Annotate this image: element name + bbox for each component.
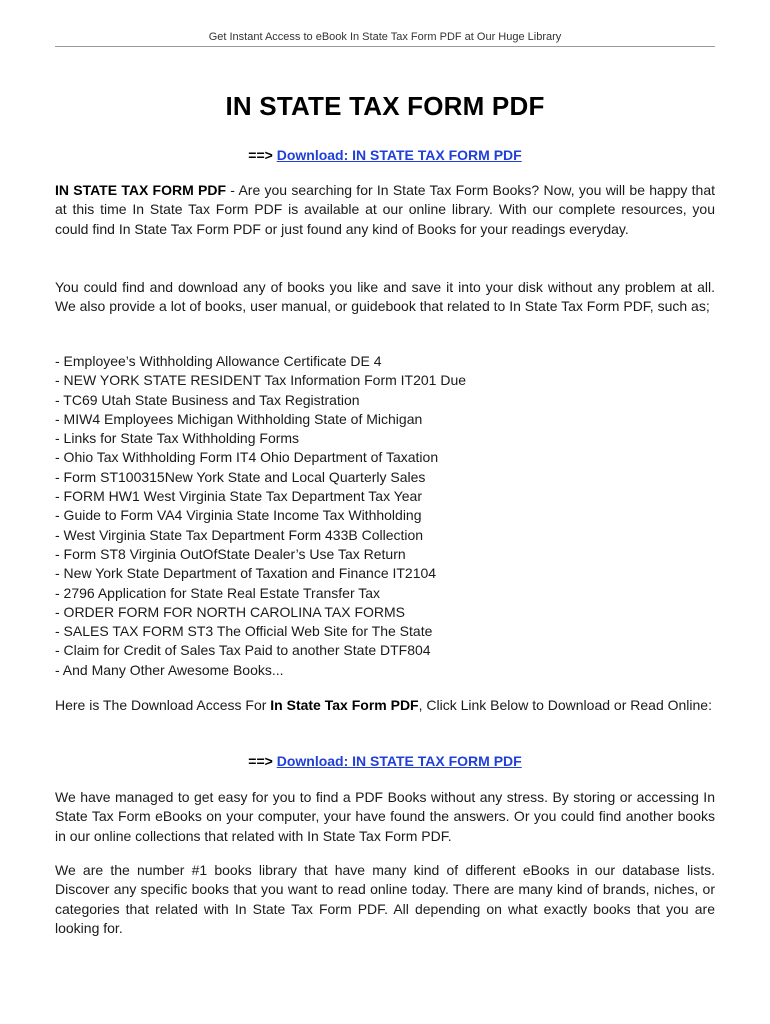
library-paragraph bbox=[55, 861, 715, 938]
book-list-item: - TC69 Utah State Business and Tax Registration bbox=[55, 391, 360, 408]
access-text-after: , Click Link Below to Download or Read Online: bbox=[418, 697, 712, 713]
access-text-before: Here is The Download Access For bbox=[55, 697, 271, 713]
related-books-paragraph bbox=[55, 278, 715, 317]
book-list-item: - Links for State Tax Withholding Forms bbox=[55, 430, 300, 447]
header-divider bbox=[55, 46, 715, 47]
book-list-container bbox=[55, 352, 715, 680]
book-list bbox=[55, 352, 715, 680]
intro-paragraph bbox=[55, 181, 715, 239]
download-link-bottom[interactable]: Download: IN STATE TAX FORM PDF bbox=[276, 753, 522, 769]
download-prefix: ==> bbox=[248, 753, 277, 769]
book-list-item: - Ohio Tax Withholding Form IT4 Ohio Department of Taxation bbox=[55, 449, 439, 466]
book-list-item: - Form ST8 Virginia OutOfState Dealer’s Use Tax Return bbox=[55, 545, 406, 562]
book-list-item: - 2796 Application for State Real Estate Transfer Tax bbox=[55, 584, 381, 601]
book-list-item: - FORM HW1 West Virginia State Tax Department Tax Year bbox=[55, 488, 423, 505]
book-list-item: - MIW4 Employees Michigan Withholding State of Michigan bbox=[55, 410, 423, 427]
easy-find-text: We have managed to get easy for you to find a PDF Books without any stress. By storing or accessing In State Tax Form eBooks on your computer, your have found the answers. Or you could find another books in our online collections that related with In State Tax Form PDF. bbox=[55, 789, 715, 844]
book-list-item: - NEW YORK STATE RESIDENT Tax Information Form IT201 Due bbox=[55, 372, 467, 389]
book-list-item: - New York State Department of Taxation and Finance IT2104 bbox=[55, 565, 437, 582]
page-title: IN STATE TAX FORM PDF bbox=[225, 91, 545, 121]
related-books-text: You could find and download any of books you like and save it into your disk without any problem at all. We also provide a lot of books, user manual, or guidebook that related to In State Tax Form PDF, such as; bbox=[55, 279, 715, 315]
book-list-item: - SALES TAX FORM ST3 The Official Web Site for The State bbox=[55, 623, 433, 640]
download-line-bottom bbox=[55, 752, 715, 770]
book-list-item: - ORDER FORM FOR NORTH CAROLINA TAX FORMS bbox=[55, 603, 406, 620]
easy-find-paragraph bbox=[55, 788, 715, 846]
library-text: We are the number #1 books library that have many kind of different eBooks in our database lists. Discover any specific books that you want to read online today. There are many kind of brands, niches, or categories that related with In State Tax Form PDF. All depending on what exactly books that you are looking for. bbox=[55, 862, 715, 936]
intro-bold-title: IN STATE TAX FORM PDF bbox=[55, 182, 227, 198]
book-list-item: - Form ST100315New York State and Local Quarterly Sales bbox=[55, 468, 426, 485]
download-prefix: ==> bbox=[248, 147, 277, 163]
access-bold-title: In State Tax Form PDF bbox=[270, 697, 419, 713]
book-list-item: - West Virginia State Tax Department Form 433B Collection bbox=[55, 526, 424, 543]
download-line-top bbox=[55, 146, 715, 164]
page-header: Get Instant Access to eBook In State Tax Form PDF at Our Huge Library bbox=[208, 31, 562, 43]
book-list-item: - And Many Other Awesome Books... bbox=[55, 661, 284, 678]
book-list-item: - Claim for Credit of Sales Tax Paid to another State DTF804 bbox=[55, 642, 431, 659]
download-access-paragraph bbox=[55, 696, 715, 715]
book-list-item: - Employee’s Withholding Allowance Certificate DE 4 bbox=[55, 353, 382, 369]
intro-text: - Are you searching for In State Tax Form Books? Now, you will be happy that at this time In State Tax Form PDF is available at our online library. With our complete resources, you could find In State Tax Form PDF or just found any kind of Books for your readings everyday. bbox=[55, 182, 715, 237]
download-link-top[interactable]: Download: IN STATE TAX FORM PDF bbox=[276, 147, 522, 163]
book-list-item: - Guide to Form VA4 Virginia State Income Tax Withholding bbox=[55, 507, 422, 524]
